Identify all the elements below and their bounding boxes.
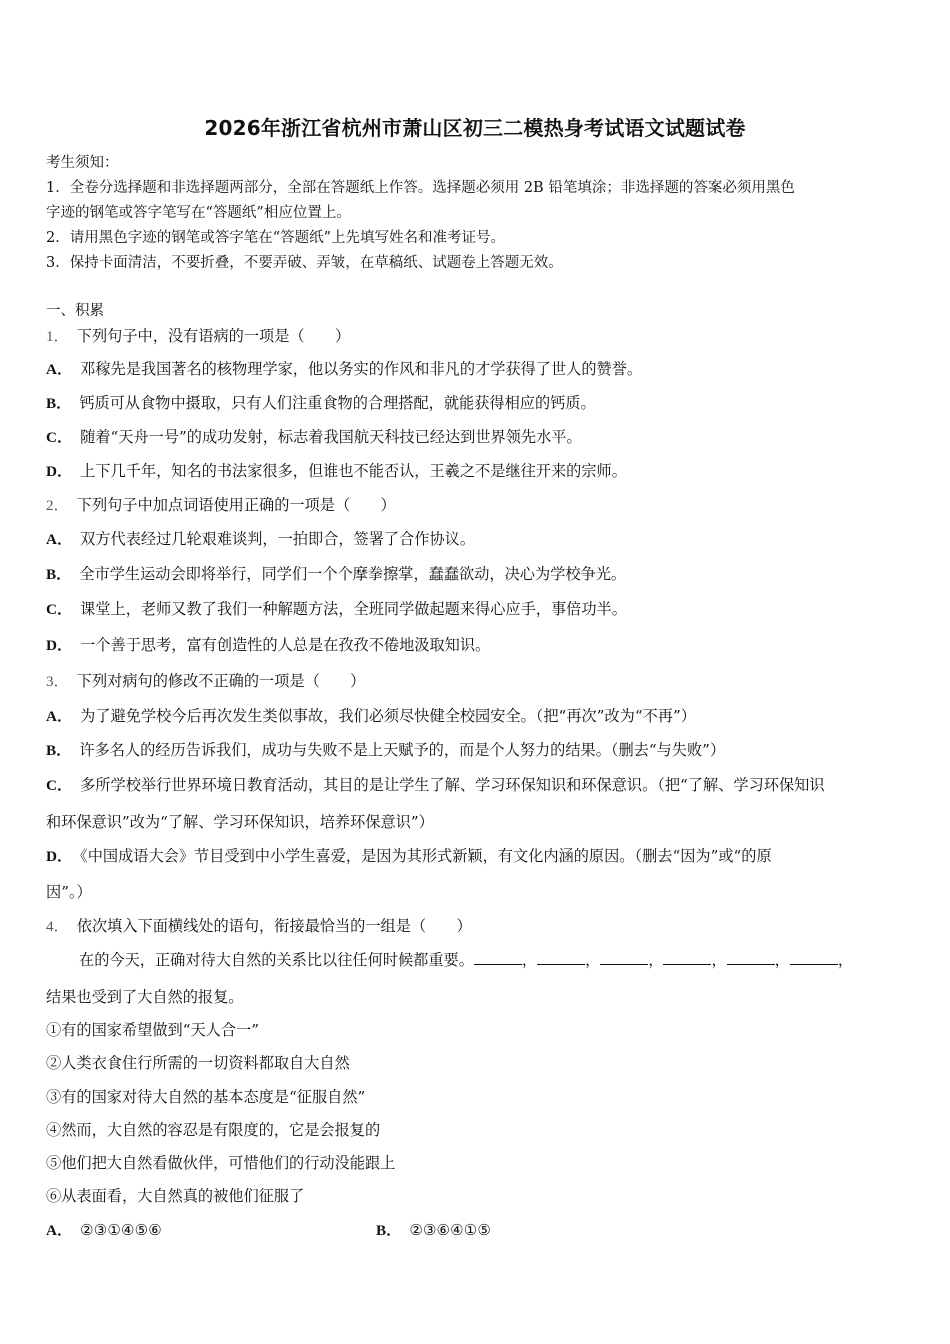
q3-option-a: A． 为了避免学校今后再次发生类似事故，我们必须尽快健全校园安全。（把“再次”改为“不再”） [46, 707, 696, 725]
fill-blank-6 [790, 950, 838, 965]
question-number: 3． [46, 673, 69, 690]
q1-option-c: C． 随着“天舟一号”的成功发射，标志着我国航天科技已经达到世界领先水平。 [46, 428, 582, 446]
q3-option-b: B． 许多名人的经历告诉我们，成功与失败不是上天赋予的，而是个人努力的结果。（删去“与失败”） [46, 741, 726, 759]
q1-option-b: B． 钙质可从食物中摄取，只有人们注重食物的合理搭配，就能获得相应的钙质。 [46, 394, 596, 412]
fill-blank-4 [663, 950, 711, 965]
section-heading: 一、积累 [46, 303, 104, 319]
q3-option-c: C． 多所学校举行世界环境日教育活动，其目的是让学生了解、学习环保知识和环保意识。（把“了解、学习环保知识 [46, 776, 825, 794]
q4-sentence-4: ④然而，大自然的容忍是有限度的，它是会报复的 [46, 1121, 381, 1139]
q1-option-a: A． 邓稼先是我国著名的核物理学家，他以务实的作风和非凡的才学获得了世人的赞誉。 [46, 360, 643, 378]
fill-blank-3 [600, 950, 648, 965]
q4-sentence-1: ①有的国家希望做到“天人合一” [46, 1021, 259, 1039]
question-2 [46, 495, 910, 516]
question-stem: 下列对病句的修改不正确的一项是（ ） [76, 672, 366, 690]
q4-sentence-6: ⑥从表面看，大自然真的被他们征服了 [46, 1187, 305, 1205]
notice-item-3: 3．保持卡面清洁，不要折叠，不要弄破、弄皱，在草稿纸、试题卷上答题无效。 [46, 255, 563, 271]
notice-heading: 考生须知： [46, 155, 119, 171]
notice-item-1: 1．全卷分选择题和非选择题两部分，全部在答题纸上作答。选择题必须用 2B 铅笔填涂；非选择题的答案必须用黑色 [46, 180, 795, 196]
q4-sentence-2: ②人类衣食住行所需的一切资料都取自大自然 [46, 1054, 350, 1072]
fill-blank-1 [474, 950, 522, 965]
q4-options-row [46, 1220, 910, 1241]
q3-option-d-cont: 因”。） [46, 883, 92, 901]
q4-option-b: B． ②③⑥④①⑤ [376, 1221, 492, 1239]
q1-option-d: D． 上下几千年，知名的书法家很多，但谁也不能否认，王羲之不是继往开来的宗师。 [46, 462, 627, 480]
question-stem: 依次填入下面横线处的语句，衔接最恰当的一组是（ ） [76, 917, 472, 935]
q4-passage-end: 结果也受到了大自然的报复。 [46, 988, 244, 1006]
notice-item-1-cont: 字迹的钢笔或答字笔写在“答题纸”相应位置上。 [46, 205, 351, 221]
q2-option-c: C． 课堂上，老师又教了我们一种解题方法，全班同学做起题来得心应手，事倍功半。 [46, 600, 627, 618]
q3-option-d: D． 《中国成语大会》节目受到中小学生喜爱，是因为其形式新颖，有文化内涵的原因。（删去“因为”或“的原 [46, 847, 772, 865]
question-stem: 下列句子中，没有语病的一项是（ ） [76, 327, 351, 345]
notice-item-2: 2．请用黑色字迹的钢笔或答字笔在“答题纸”上先填写姓名和准考证号。 [46, 230, 506, 246]
q2-option-b: B． 全市学生运动会即将举行，同学们一个个摩拳擦掌，蠢蠢欲动，决心为学校争光。 [46, 565, 627, 583]
q4-option-a: A． ②③①④⑤⑥ [46, 1221, 162, 1239]
q2-option-a: A． 双方代表经过几轮艰难谈判，一拍即合，签署了合作协议。 [46, 530, 476, 548]
q4-sentence-5: ⑤他们把大自然看做伙伴，可惜他们的行动没能跟上 [46, 1154, 396, 1172]
question-number: 2． [46, 497, 69, 514]
q2-option-d: D． 一个善于思考，富有创造性的人总是在孜孜不倦地汲取知识。 [46, 636, 491, 654]
q4-passage: 在的今天，正确对待大自然的关系比以往任何时候都重要。 ， ， ， ， ， ， [79, 951, 853, 969]
q4-sentence-3: ③有的国家对待大自然的基本态度是“征服自然” [46, 1088, 366, 1106]
fill-blank-5 [727, 950, 775, 965]
fill-blank-2 [537, 950, 585, 965]
question-number: 4． [46, 918, 69, 935]
question-3 [46, 671, 910, 692]
page-title: 2026年浙江省杭州市萧山区初三二模热身考试语文试题试卷 [204, 116, 746, 140]
question-1 [46, 326, 910, 347]
question-4 [46, 916, 910, 937]
question-number: 1． [46, 328, 69, 345]
question-stem: 下列句子中加点词语使用正确的一项是（ ） [76, 496, 396, 514]
q3-option-c-cont: 和环保意识”改为“了解、学习环保知识，培养环保意识”） [46, 813, 434, 831]
